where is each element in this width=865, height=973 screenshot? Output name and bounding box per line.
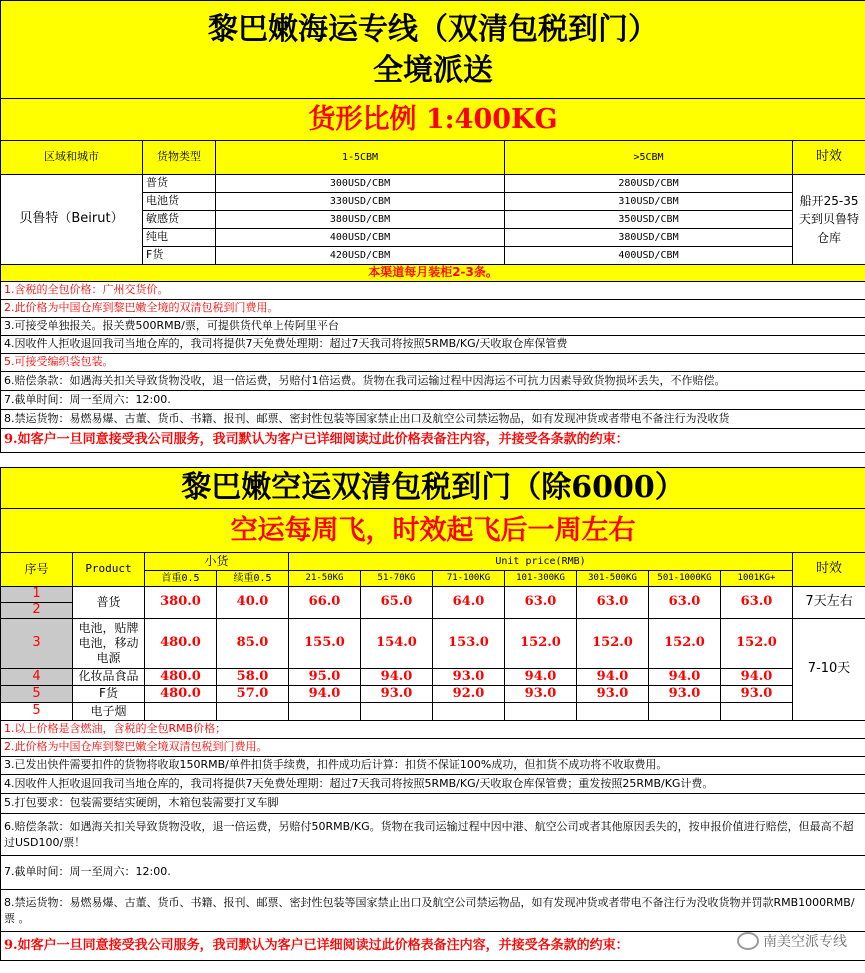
table-row: 2: [1, 603, 865, 619]
table-row: 3 电池，贴牌电池，移动电源 480.0 85.0 155.0 154.0 153.0 152.0 152.0 152.0 152.0 7-10天: [1, 619, 865, 669]
watermark: 南美空派专线: [737, 931, 847, 951]
sea-note: 3.可接受单独报关。报关费500RMB/票，可提供货代单上传阿里平台: [1, 318, 865, 336]
table-row: 5 F货 480.0 57.0 94.0 93.0 92.0 93.0 93.0 93.0 93.0: [1, 686, 865, 703]
header-region: 区域和城市: [1, 141, 143, 175]
sea-note: 8.禁运货物：易燃易爆、古董、货币、书籍、报刊、邮票、密封性包装等国家禁止出口及航空公司禁运物品，如有发现冲货或者带电不备注行为没收货: [1, 410, 865, 429]
sea-freight-table: [0, 0, 865, 453]
sea-header-row: [1, 141, 865, 175]
sea-note: 9.如客户一旦同意接受我公司服务，我司默认为客户已详细阅读过此价格表备注内容，并接受各条款的约束：: [1, 429, 865, 453]
table-row: 电池货 330USD/CBM 310USD/CBM: [1, 193, 865, 211]
header-unit-price: Unit price(RMB): [289, 553, 793, 571]
air-subheader-row: 首重0.5 续重0.5 21-50KG 51-70KG 71-100KG 101-300KG 301-500KG 501-1000KG 1001KG+: [1, 571, 865, 587]
sea-note: 6.赔偿条款：如遇海关扣关导致货物没收，退一倍运费，另赔付1倍运费。货物在我司运输过程中因海运不可抗力因素导致货物损坏丢失，不作赔偿。: [1, 372, 865, 391]
city-cell: 贝鲁特（Beirut）: [1, 175, 143, 265]
sea-subtitle: 货形比例 1:400KG: [1, 99, 865, 141]
air-note: 9.如客户一旦同意接受我公司服务，我司默认为客户已详细阅读过此价格表备注内容，并接受各条款的约束：: [1, 932, 865, 961]
sea-note: 5.可接受编织袋包装。: [1, 354, 865, 372]
header-seq: 序号: [1, 553, 73, 587]
air-transit-2: 7-10天: [793, 619, 865, 721]
table-row: 1 普货 380.0 40.0 66.0 65.0 64.0 63.0 63.0 63.0 63.0 7天左右: [1, 587, 865, 603]
sea-note: 2.此价格为中国仓库到黎巴嫩全境的双清包税到门费用。: [1, 300, 865, 318]
table-row: 纯电 400USD/CBM 380USD/CBM: [1, 229, 865, 247]
header-transit: 时效: [793, 141, 865, 175]
header-1-5cbm: 1-5CBM: [216, 141, 505, 175]
air-freight-table: [0, 467, 865, 961]
sea-transit-cell: 船开25-35天到贝鲁特仓库: [793, 175, 865, 265]
table-row: 4 化妆品食品 480.0 58.0 95.0 94.0 93.0 94.0 94.0 94.0 94.0: [1, 669, 865, 686]
table-row: 贝鲁特（Beirut） 普货 300USD/CBM 280USD/CBM 船开25-35天到贝鲁特仓库: [1, 175, 865, 193]
header-small: 小货: [145, 553, 289, 571]
sea-title: 黎巴嫩海运专线（双清包税到门） 全境派送: [1, 1, 865, 99]
header-product: Product: [73, 553, 145, 587]
air-note: 8.禁运货物：易燃易爆、古董、货币、书籍、报刊、邮票、密封性包装等国家禁止出口及航空公司禁运物品，如有发现冲货或者带电不备注行为没收货物并罚款RMB1000RMB/票 。: [1, 890, 865, 932]
air-note: 6.赔偿条款：如遇海关扣关导致货物没收，退一倍运费，另赔付50RMB/KG。货物在我司运输过程中因中港、航空公司或者其他原因丢失的，按申报价值进行赔偿，但最高不超过USD100/票！: [1, 814, 865, 856]
air-note: 1.以上价格是含燃油，含税的全包RMB价格；: [1, 721, 865, 739]
sea-note: 7.截单时间：周一至周六：12:00.: [1, 391, 865, 410]
sea-banner: 本渠道每月装柜2-3条。: [1, 265, 865, 282]
air-note: 3.已发出快件需要扣件的货物将收取150RMB/单件扣货手续费，扣件成功后计算：扣货不保证100%成功，但扣货不成功将不收取费用。: [1, 757, 865, 775]
air-note: 4.因收件人拒收退回我司当地仓库的，我司将提供7天免费处理期：超过7天我司将按照5RMB/KG/天收取仓库保管费；重发按照25RMB/KG计费。: [1, 775, 865, 794]
air-note: 2.此价格为中国仓库到黎巴嫩全境双清包税到门费用。: [1, 739, 865, 757]
air-subtitle: 空运每周飞，时效起飞后一周左右: [1, 509, 865, 553]
air-title: 黎巴嫩空运双清包税到门（除6000）: [1, 468, 865, 509]
section-gap: [0, 453, 865, 467]
header-air-transit: 时效: [793, 553, 865, 587]
table-row: 敏感货 380USD/CBM 350USD/CBM: [1, 211, 865, 229]
header-cargo-type: 货物类型: [143, 141, 216, 175]
header-gt5cbm: >5CBM: [505, 141, 793, 175]
table-row: F货 420USD/CBM 400USD/CBM: [1, 247, 865, 265]
air-note: 5.打包要求：包装需要结实硬朗，木箱包装需要打叉车脚: [1, 794, 865, 814]
sea-note: 4.因收件人拒收退回我司当地仓库的，我司将提供7天免费处理期：超过7天我司将按照5RMB/KG/天收取仓库保管费: [1, 336, 865, 354]
air-transit-1: 7天左右: [793, 587, 865, 619]
table-row: 5 电子烟: [1, 703, 865, 721]
air-note: 7.截单时间：周一至周六：12:00.: [1, 856, 865, 890]
sea-note: 1.含税的全包价格：广州交货价。: [1, 282, 865, 300]
air-header-row: [1, 553, 865, 571]
wechat-icon: [737, 932, 759, 950]
